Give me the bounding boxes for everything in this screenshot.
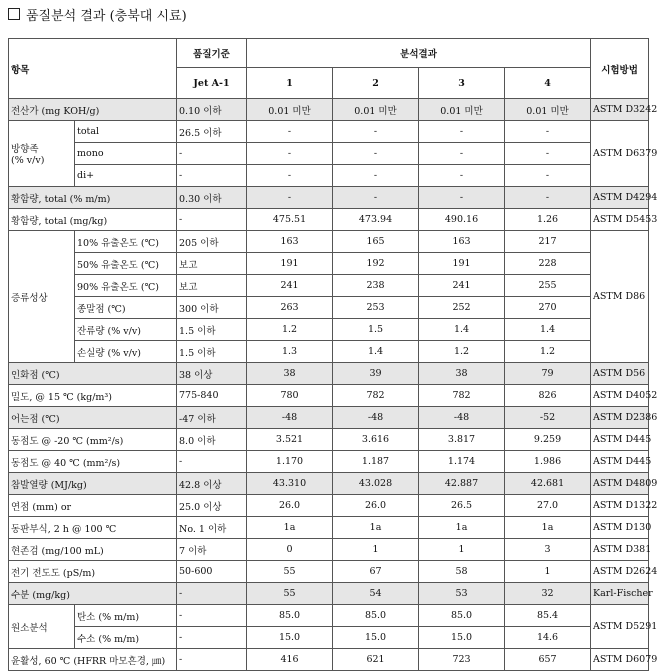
row-value-4: 9.259: [505, 429, 591, 451]
row-subitem: mono: [75, 143, 177, 165]
table-row: [9, 605, 649, 627]
row-value-2: -: [333, 187, 419, 209]
row-value-3: 85.0: [419, 605, 505, 627]
row-value-3: 1.174: [419, 451, 505, 473]
row-value-3: -: [419, 187, 505, 209]
row-standard: -: [177, 605, 247, 627]
row-value-4: -: [505, 121, 591, 143]
row-value-4: 14.6: [505, 627, 591, 649]
row-value-2: -: [333, 165, 419, 187]
header-item: 항목: [9, 39, 177, 99]
row-value-3: 42.887: [419, 473, 505, 495]
row-standard: 1.5 이하: [177, 341, 247, 363]
row-standard: 보고: [177, 253, 247, 275]
table-row: [9, 561, 649, 583]
row-value-2: 85.0: [333, 605, 419, 627]
row-value-4: -52: [505, 407, 591, 429]
row-value-4: 1: [505, 561, 591, 583]
row-standard: 50-600: [177, 561, 247, 583]
row-item: 인화점 (℃): [9, 363, 177, 385]
row-value-3: 723: [419, 649, 505, 671]
row-value-1: -: [247, 165, 333, 187]
row-value-1: 26.0: [247, 495, 333, 517]
row-value-4: -: [505, 143, 591, 165]
row-value-1: 0.01 미만: [247, 99, 333, 121]
row-value-2: 238: [333, 275, 419, 297]
header-sample-2: 2: [333, 68, 419, 99]
row-method: ASTM D130: [591, 517, 649, 539]
row-standard: 205 이하: [177, 231, 247, 253]
row-value-2: 473.94: [333, 209, 419, 231]
row-value-2: 1.5: [333, 319, 419, 341]
row-value-1: 1.2: [247, 319, 333, 341]
row-value-1: -48: [247, 407, 333, 429]
row-group: 증류성상: [9, 231, 75, 363]
row-item: 연점 (mm) or: [9, 495, 177, 517]
row-value-3: 53: [419, 583, 505, 605]
row-value-1: 3.521: [247, 429, 333, 451]
table-row: [9, 407, 649, 429]
row-value-2: 782: [333, 385, 419, 407]
header-standard: 품질기준: [177, 39, 247, 68]
row-value-2: 1: [333, 539, 419, 561]
row-value-4: 42.681: [505, 473, 591, 495]
row-value-1: -: [247, 143, 333, 165]
row-standard: -: [177, 649, 247, 671]
row-subitem: 50% 유출온도 (℃): [75, 253, 177, 275]
row-value-1: 163: [247, 231, 333, 253]
table-row: [9, 187, 649, 209]
table-row: [9, 297, 649, 319]
row-item: 윤활성, 60 ℃ (HFRR 마모흔경, ㎛): [9, 649, 177, 671]
row-group: 원소분석: [9, 605, 75, 649]
row-value-1: 85.0: [247, 605, 333, 627]
row-standard: -: [177, 451, 247, 473]
row-standard: 8.0 이하: [177, 429, 247, 451]
row-value-1: 0: [247, 539, 333, 561]
table-row: [9, 385, 649, 407]
row-value-2: 1a: [333, 517, 419, 539]
row-value-2: 1.4: [333, 341, 419, 363]
row-method: ASTM D5453: [591, 209, 649, 231]
row-value-2: 253: [333, 297, 419, 319]
row-value-1: 263: [247, 297, 333, 319]
table-row: [9, 517, 649, 539]
row-value-3: 782: [419, 385, 505, 407]
table-row: [9, 649, 649, 671]
row-value-4: 1a: [505, 517, 591, 539]
row-method: ASTM D445: [591, 451, 649, 473]
row-value-3: 58: [419, 561, 505, 583]
row-value-1: -: [247, 187, 333, 209]
checkbox-square-icon: [8, 8, 20, 20]
row-value-4: 270: [505, 297, 591, 319]
row-value-1: 15.0: [247, 627, 333, 649]
row-value-4: 1.986: [505, 451, 591, 473]
table-row: [9, 495, 649, 517]
row-standard: No. 1 이하: [177, 517, 247, 539]
row-method: ASTM D6079: [591, 649, 649, 671]
row-value-4: 228: [505, 253, 591, 275]
row-standard: -: [177, 209, 247, 231]
table-row: [9, 473, 649, 495]
row-value-4: 85.4: [505, 605, 591, 627]
row-method: Karl-Fischer: [591, 583, 649, 605]
table-row: [9, 165, 649, 187]
row-standard: 42.8 이상: [177, 473, 247, 495]
table-row: [9, 99, 649, 121]
header-sample-3: 3: [419, 68, 505, 99]
row-standard: -47 이하: [177, 407, 247, 429]
row-value-3: 1a: [419, 517, 505, 539]
row-method: ASTM D2624: [591, 561, 649, 583]
row-value-1: 416: [247, 649, 333, 671]
row-value-4: -: [505, 187, 591, 209]
row-value-2: 67: [333, 561, 419, 583]
row-standard: 1.5 이하: [177, 319, 247, 341]
row-value-4: 1.2: [505, 341, 591, 363]
row-value-1: 1a: [247, 517, 333, 539]
row-standard: 775-840: [177, 385, 247, 407]
table-row: [9, 451, 649, 473]
row-standard: 300 이하: [177, 297, 247, 319]
row-value-3: 163: [419, 231, 505, 253]
row-value-2: -48: [333, 407, 419, 429]
row-value-1: 43.310: [247, 473, 333, 495]
row-value-4: 3: [505, 539, 591, 561]
row-subitem: total: [75, 121, 177, 143]
row-subitem: di+: [75, 165, 177, 187]
row-method: ASTM D6379: [591, 121, 649, 187]
row-subitem: 종말점 (℃): [75, 297, 177, 319]
row-value-2: 3.616: [333, 429, 419, 451]
row-item: 전기 전도도 (pS/m): [9, 561, 177, 583]
header-sample-4: 4: [505, 68, 591, 99]
row-group: 방향족 (% v/v): [9, 121, 75, 187]
row-value-2: 15.0: [333, 627, 419, 649]
row-value-4: 826: [505, 385, 591, 407]
row-item: 황함량, total (% m/m): [9, 187, 177, 209]
row-value-1: 1.170: [247, 451, 333, 473]
row-item: 어는점 (℃): [9, 407, 177, 429]
row-value-4: 1.26: [505, 209, 591, 231]
table-row: [9, 583, 649, 605]
row-value-1: 55: [247, 583, 333, 605]
analysis-results-table: [8, 38, 657, 671]
row-value-2: 192: [333, 253, 419, 275]
table-row: [9, 319, 649, 341]
table-row: [9, 253, 649, 275]
header-results: 분석결과: [247, 39, 591, 68]
row-item: 밀도, @ 15 ℃ (kg/m³): [9, 385, 177, 407]
row-value-3: 241: [419, 275, 505, 297]
row-value-2: 43.028: [333, 473, 419, 495]
row-value-2: 0.01 미만: [333, 99, 419, 121]
row-value-3: 1.2: [419, 341, 505, 363]
row-value-3: 490.16: [419, 209, 505, 231]
row-item: 황함량, total (mg/kg): [9, 209, 177, 231]
row-subitem: 수소 (% m/m): [75, 627, 177, 649]
row-value-4: 657: [505, 649, 591, 671]
row-value-3: -: [419, 121, 505, 143]
row-method: ASTM D381: [591, 539, 649, 561]
row-value-3: 252: [419, 297, 505, 319]
row-value-3: 191: [419, 253, 505, 275]
row-standard: 38 이상: [177, 363, 247, 385]
row-method: ASTM D4809: [591, 473, 649, 495]
row-subitem: 10% 유출온도 (℃): [75, 231, 177, 253]
row-value-1: 55: [247, 561, 333, 583]
header-sample-1: 1: [247, 68, 333, 99]
row-value-3: -: [419, 165, 505, 187]
row-method: ASTM D445: [591, 429, 649, 451]
row-value-3: 26.5: [419, 495, 505, 517]
row-value-4: 1.4: [505, 319, 591, 341]
row-item: 전산가 (mg KOH/g): [9, 99, 177, 121]
row-value-4: -: [505, 165, 591, 187]
table-row: [9, 209, 649, 231]
row-standard: -: [177, 143, 247, 165]
row-standard: 25.0 이상: [177, 495, 247, 517]
row-subitem: 90% 유출온도 (℃): [75, 275, 177, 297]
table-row: [9, 627, 649, 649]
row-item: 수분 (mg/kg): [9, 583, 177, 605]
row-item: 현존검 (mg/100 mL): [9, 539, 177, 561]
row-value-2: 54: [333, 583, 419, 605]
table-row: [9, 121, 649, 143]
row-item: 동판부식, 2 h @ 100 ℃: [9, 517, 177, 539]
row-value-2: 1.187: [333, 451, 419, 473]
table-row: [9, 429, 649, 451]
row-standard: 7 이하: [177, 539, 247, 561]
row-method: ASTM D4294: [591, 187, 649, 209]
row-value-1: 191: [247, 253, 333, 275]
table-row: [9, 143, 649, 165]
row-value-1: 780: [247, 385, 333, 407]
row-value-3: -48: [419, 407, 505, 429]
row-value-4: 79: [505, 363, 591, 385]
row-standard: -: [177, 165, 247, 187]
row-value-4: 27.0: [505, 495, 591, 517]
header-row-1: [9, 39, 649, 68]
row-value-1: 475.51: [247, 209, 333, 231]
row-value-2: 26.0: [333, 495, 419, 517]
row-method: ASTM D86: [591, 231, 649, 363]
row-value-3: 15.0: [419, 627, 505, 649]
row-subitem: 탄소 (% m/m): [75, 605, 177, 627]
row-method: ASTM D2386: [591, 407, 649, 429]
row-method: ASTM D4052: [591, 385, 649, 407]
row-value-1: 241: [247, 275, 333, 297]
table-row: [9, 539, 649, 561]
row-method: ASTM D3242: [591, 99, 649, 121]
row-standard: -: [177, 583, 247, 605]
row-value-4: 217: [505, 231, 591, 253]
table-row: [9, 275, 649, 297]
table-row: [9, 341, 649, 363]
row-value-1: 1.3: [247, 341, 333, 363]
section-title: 품질분석 결과 (충북대 시료): [26, 8, 187, 24]
row-value-3: 38: [419, 363, 505, 385]
row-standard: -: [177, 627, 247, 649]
row-standard: 보고: [177, 275, 247, 297]
row-standard: 26.5 이하: [177, 121, 247, 143]
row-value-2: -: [333, 121, 419, 143]
row-value-3: -: [419, 143, 505, 165]
row-value-2: 39: [333, 363, 419, 385]
row-value-3: 1.4: [419, 319, 505, 341]
row-item: 동점도 @ -20 ℃ (mm²/s): [9, 429, 177, 451]
table-row: [9, 363, 649, 385]
row-standard: 0.10 이하: [177, 99, 247, 121]
row-value-3: 1: [419, 539, 505, 561]
row-value-1: 38: [247, 363, 333, 385]
row-value-2: -: [333, 143, 419, 165]
row-subitem: 손실량 (% v/v): [75, 341, 177, 363]
section-heading: [8, 4, 187, 24]
row-value-2: 165: [333, 231, 419, 253]
row-item: 동점도 @ 40 ℃ (mm²/s): [9, 451, 177, 473]
row-item: 참발열량 (MJ/kg): [9, 473, 177, 495]
row-value-3: 3.817: [419, 429, 505, 451]
table-row: [9, 231, 649, 253]
row-value-1: -: [247, 121, 333, 143]
row-value-4: 0.01 미만: [505, 99, 591, 121]
header-method: 시험방법: [591, 39, 649, 99]
row-subitem: 잔류량 (% v/v): [75, 319, 177, 341]
row-standard: 0.30 이하: [177, 187, 247, 209]
row-value-2: 621: [333, 649, 419, 671]
row-value-4: 32: [505, 583, 591, 605]
row-method: ASTM D1322: [591, 495, 649, 517]
row-method: ASTM D56: [591, 363, 649, 385]
row-value-4: 255: [505, 275, 591, 297]
row-method: ASTM D5291: [591, 605, 649, 649]
header-standard-sub: Jet A-1: [177, 68, 247, 99]
row-value-3: 0.01 미만: [419, 99, 505, 121]
